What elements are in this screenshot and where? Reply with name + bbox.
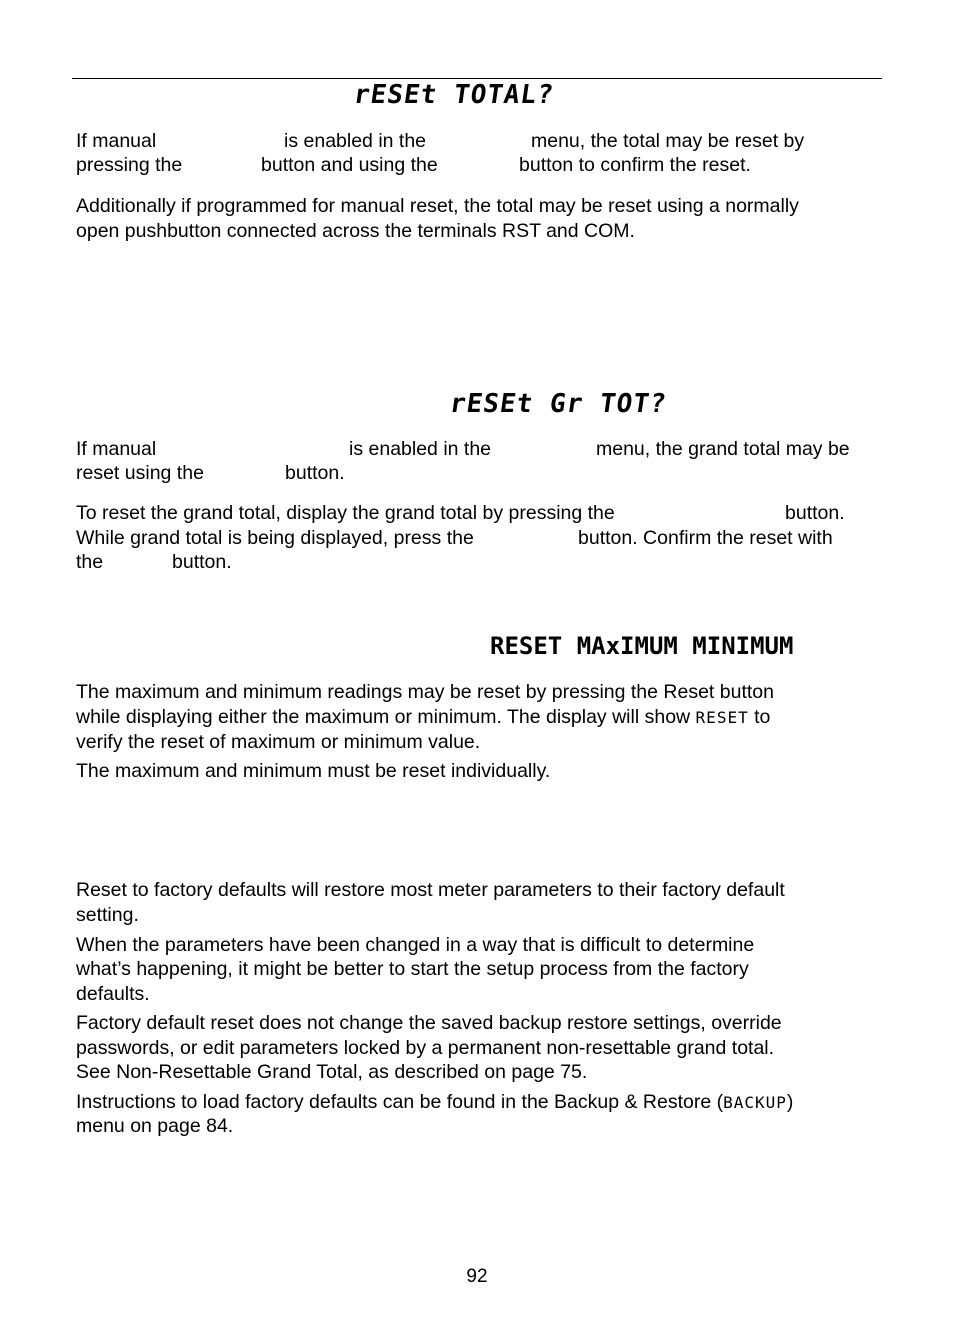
sec1-text: pressing the — [76, 154, 183, 176]
sec2-text: menu, the grand total may be — [596, 438, 850, 460]
reset-display-text: RESET — [695, 708, 749, 727]
backup-display-text: BACKUP — [723, 1093, 787, 1112]
sec4-paragraph-line: defaults. — [76, 983, 150, 1005]
sec2-text: button. — [785, 502, 845, 524]
sec1-text: button and using the — [261, 154, 438, 176]
sec1-text: button to confirm the reset. — [519, 154, 751, 176]
sec4-paragraph-line — [76, 1090, 793, 1115]
sec4-paragraph-line: When the parameters have been changed in a way that is difficult to determine — [76, 934, 755, 956]
sec4-paragraph-line: menu on page 84. — [76, 1115, 234, 1137]
top-rule — [72, 78, 882, 79]
reset-total-heading: rESEt TOTAL? — [351, 80, 556, 110]
sec4-text: ) — [786, 1091, 794, 1113]
sec1-text: If manual — [76, 130, 157, 152]
sec3-text: to — [754, 706, 771, 728]
sec4-paragraph-line: what’s happening, it might be better to start the setup process from the factory — [76, 958, 749, 980]
sec2-text: reset using the — [76, 462, 204, 484]
sec2-text: is enabled in the — [349, 438, 492, 460]
sec3-text: while displaying either the maximum or minimum. The display will show — [76, 706, 691, 728]
sec4-text: Instructions to load factory defaults can be found in the Backup & Restore ( — [76, 1091, 724, 1113]
sec3-paragraph-line — [76, 705, 770, 730]
sec2-text: button. — [285, 462, 345, 484]
sec3-paragraph-line: The maximum and minimum readings may be reset by pressing the Reset button — [76, 681, 774, 703]
sec4-paragraph-line: setting. — [76, 904, 139, 926]
sec4-paragraph-line: Factory default reset does not change the saved backup restore settings, override — [76, 1012, 782, 1034]
sec4-paragraph-line: passwords, or edit parameters locked by a permanent non-resettable grand total. — [76, 1037, 775, 1059]
sec2-text: the — [76, 551, 104, 573]
sec3-paragraph-line: The maximum and minimum must be reset individually. — [76, 760, 551, 782]
sec3-paragraph-line: verify the reset of maximum or minimum value. — [76, 731, 481, 753]
sec4-paragraph-line: See Non-Resettable Grand Total, as described on page 75. — [76, 1061, 588, 1083]
page-number: 92 — [466, 1266, 488, 1287]
sec2-text: While grand total is being displayed, press the — [76, 527, 474, 549]
reset-max-min-heading: RESET MAxIMUM MINIMUM — [490, 632, 794, 660]
sec4-paragraph-line: Reset to factory defaults will restore most meter parameters to their factory default — [76, 879, 785, 901]
sec1-text: menu, the total may be reset by — [531, 130, 805, 152]
reset-grand-total-heading: rESEt Gr TOT? — [447, 389, 669, 419]
sec2-text: To reset the grand total, display the grand total by pressing the — [76, 502, 615, 524]
sec1-paragraph-line: open pushbutton connected across the terminals RST and COM. — [76, 220, 635, 242]
sec2-text: button. — [172, 551, 232, 573]
sec2-text: If manual — [76, 438, 157, 460]
sec1-text: is enabled in the — [284, 130, 427, 152]
sec1-paragraph-line: Additionally if programmed for manual reset, the total may be reset using a normally — [76, 195, 799, 217]
sec2-text: button. Confirm the reset with — [578, 527, 833, 549]
